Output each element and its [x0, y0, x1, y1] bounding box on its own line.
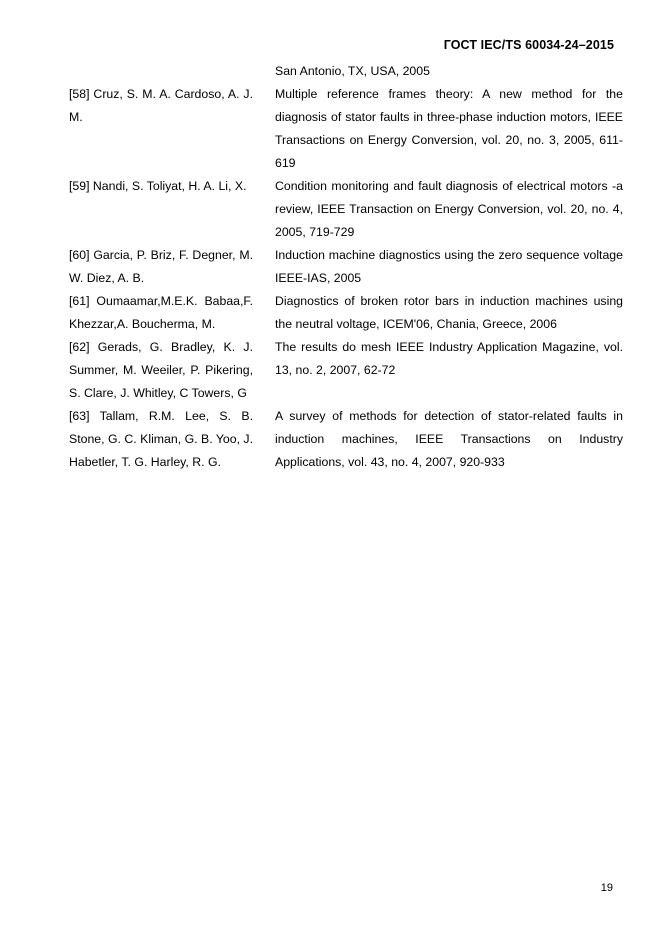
reference-text: A survey of methods for detection of stator-related faults in induction machines, IEEE Transactions on Industry Applications, vol. 43, no. 4, 2007, 920-933: [275, 409, 623, 469]
reference-authors: [60] Garcia, P. Briz, F. Degner, M. W. Diez, A. B.: [69, 248, 253, 285]
page-number: 19: [600, 882, 613, 894]
reference-58: [69, 83, 623, 175]
reference-authors: [61] Oumaamar,M.E.K. Babaa,F. Khezzar,A. Boucherma, M.: [69, 294, 253, 331]
reference-authors: [63] Tallam, R.M. Lee, S. B. Stone, G. C. Kliman, G. B. Yoo, J. Habetler, T. G. Harley, R. G.: [69, 409, 253, 469]
reference-text: Diagnostics of broken rotor bars in induction machines using the neutral voltage, ICEM'06, Chania, Greece, 2006: [275, 294, 623, 331]
reference-61: [69, 290, 623, 336]
reference-text: San Antonio, TX, USA, 2005: [275, 64, 430, 78]
reference-text: Condition monitoring and fault diagnosis of electrical motors -a review, IEEE Transaction on Energy Conversion, vol. 20, no. 4, 2005, 719-729: [275, 179, 623, 239]
document-header: ГОСТ IEC/TS 60034-24–2015: [443, 38, 614, 52]
reference-list: [69, 60, 623, 474]
reference-63: [69, 405, 623, 474]
reference-text: The results do mesh IEEE Industry Application Magazine, vol. 13, no. 2, 2007, 62-72: [275, 340, 623, 377]
reference-authors: [59] Nandi, S. Toliyat, H. A. Li, X.: [69, 179, 247, 193]
reference-authors: [62] Gerads, G. Bradley, K. J. Summer, M. Weeiler, P. Pikering, S. Clare, J. Whitley, C Towers, G: [69, 340, 253, 400]
reference-59: [69, 175, 623, 244]
reference-62: [69, 336, 623, 405]
reference-60: [69, 244, 623, 290]
reference-text: Multiple reference frames theory: A new method for the diagnosis of stator faults in three-phase induction motors, IEEE Transactions on Energy Conversion, vol. 20, no. 3, 2005, 611-619: [275, 87, 623, 170]
reference-text: Induction machine diagnostics using the zero sequence voltage IEEE-IAS, 2005: [275, 248, 623, 285]
reference-continuation: [69, 60, 623, 83]
reference-authors: [58] Cruz, S. M. A. Cardoso, A. J. M.: [69, 87, 253, 124]
